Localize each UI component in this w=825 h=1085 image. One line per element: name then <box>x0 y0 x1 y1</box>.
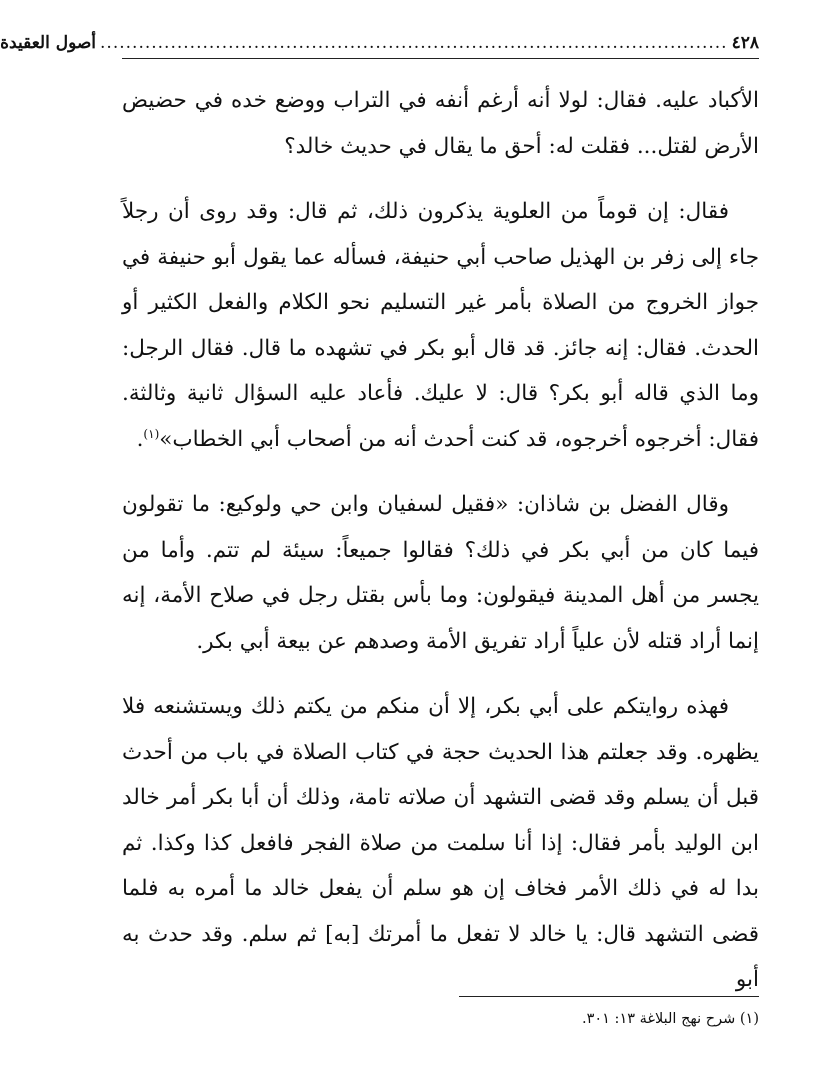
footnote: (١) شرح نهج البلاغة ١٣: ٣٠١. <box>581 1011 759 1027</box>
running-title: أصول العقيدة <box>0 33 97 53</box>
paragraph-3: وقال الفضل بن شاذان: «فقيل لسفيان وابن حي ولوكيع: ما تقولون فيما كان من أبي بكر في ذلك؟ فقالوا جميعاً: سيئة لم تتم. وأما من يجسر من أهل المدينة فيقولون: وما بأس بقتل رجل في صلاح الأمة، إنه إنما أراد قتله لأن علياً أراد تفريق الأمة وصدهم عن بيعة أبي بكر. <box>122 492 759 654</box>
paragraph-2-tail: . <box>136 426 144 452</box>
footnote-reference: (١) <box>143 426 160 441</box>
paragraph-4: فهذه روايتكم على أبي بكر، إلا أن منكم من يكتم ذلك ويستشنعه فلا يظهره. وقد جعلتم هذا الحديث حجة في كتاب الصلاة في باب من أحدث قبل أن يسلم وقد قضى التشهد أن صلاته تامة، وذلك أن أبا بكر أمر خالد ابن الوليد بأمر فقال: إذا أنا سلمت من صلاة الفجر فافعل كذا وكذا. ثم بدا له في ذلك الأمر فخاف إن هو سلم أن يفعل خالد ما أمره به فلما قضى التشهد قال: يا خالد لا تفعل ما أمرتك [به] ثم سلم. وقد حدث به أبو <box>122 694 759 992</box>
paragraph-2 <box>122 189 759 462</box>
footnote-separator <box>459 996 759 997</box>
page-header <box>0 30 759 59</box>
paragraph-1: الأكباد عليه. فقال: لولا أنه أرغم أنفه في التراب ووضع خده في حضيض الأرض لقتل... فقلت له: أحق ما يقال في حديث خالد؟ <box>122 88 759 159</box>
header-leader-dots: .................................................................................................. <box>100 33 728 53</box>
page-number: ٤٢٨ <box>731 33 759 53</box>
main-text <box>122 78 759 1023</box>
paragraph-2-text: فقال: إن قوماً من العلوية يذكرون ذلك، ثم قال: وقد روى أن رجلاً جاء إلى زفر بن الهذيل صاحب أبي حنيفة، فسأله عما يقول أبو حنيفة في جواز الخروج من الصلاة بأمر غير التسليم نحو الكلام والفعل الكثير أو الحدث. فقال: إنه جائز. قد قال أبو بكر في تشهده ما قال. فقال الرجل: وما الذي قاله أبو بكر؟ قال: لا عليك. فأعاد عليه السؤال ثانية وثالثة. فقال: أخرجوه أخرجوه، قد كنت أحدث أنه من أصحاب أبي الخطاب» <box>122 199 759 452</box>
